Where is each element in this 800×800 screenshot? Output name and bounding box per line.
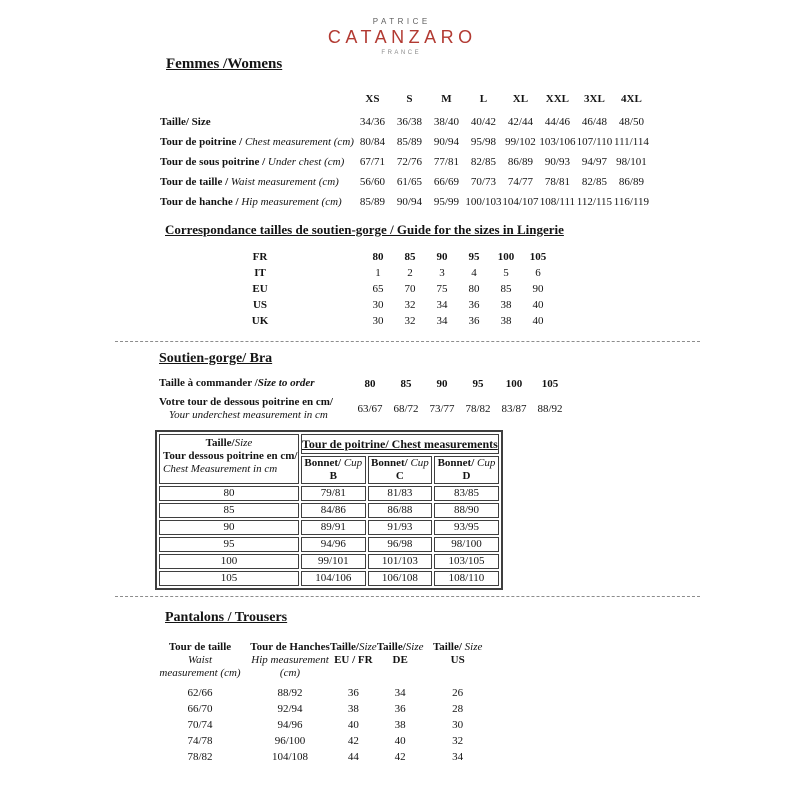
measurement-value: 61/65	[396, 176, 422, 188]
size-column-header: L	[479, 93, 488, 105]
bra-underchest-value: 88/92	[537, 403, 563, 415]
bra-measurement: 89/91	[301, 520, 366, 535]
lingerie-size-value: 85	[404, 251, 416, 263]
logo-france-text: FRANCE	[381, 50, 422, 56]
trousers-value: 88/92	[277, 687, 303, 699]
trousers-row	[150, 701, 492, 717]
lingerie-correspondence-table	[240, 249, 554, 329]
measurement-value: 82/85	[581, 176, 607, 188]
lingerie-size-value: 40	[532, 299, 544, 311]
measurement-value: 77/81	[433, 156, 459, 168]
bra-cup-table	[155, 430, 503, 590]
trousers-value: 96/100	[274, 735, 306, 747]
measurement-value: 74/77	[507, 176, 533, 188]
measurement-row	[160, 172, 650, 192]
lingerie-size-value: 5	[503, 267, 509, 279]
measurement-value: 86/89	[507, 156, 533, 168]
chest-measurements-header: Tour de poitrine/ Chest measurements	[301, 434, 499, 454]
size-column-header: XL	[512, 93, 529, 105]
lingerie-size-value: 80	[372, 251, 384, 263]
measurement-value: 111/114	[614, 136, 649, 148]
bra-band-size: 95	[159, 537, 299, 552]
lingerie-size-value: 100	[497, 251, 515, 263]
bra-measurement: 81/83	[368, 486, 433, 501]
bra-measurement: 94/96	[301, 537, 366, 552]
lingerie-size-value: 80	[468, 283, 480, 295]
lingerie-size-value: 6	[535, 267, 541, 279]
bra-measurement: 103/105	[434, 554, 499, 569]
bra-size-row	[159, 571, 499, 586]
bra-order-size: 95	[472, 377, 484, 390]
brand-logo	[0, 17, 800, 56]
trousers-column-header: Tour de taille Waist measurement (cm)	[159, 641, 241, 679]
lingerie-size-value: 3	[439, 267, 445, 279]
lingerie-size-value: 32	[404, 315, 416, 327]
measurement-value: 42/44	[507, 116, 533, 128]
measurement-value: 66/69	[433, 176, 459, 188]
spacer	[280, 297, 362, 313]
bra-underchest-value: 68/72	[393, 403, 419, 415]
trousers-value: 36	[394, 703, 406, 715]
bra-size-row	[159, 554, 499, 569]
lingerie-region-label: FR	[252, 251, 268, 263]
size-column-header: XS	[365, 93, 380, 105]
measurement-value: 40/42	[470, 116, 496, 128]
lingerie-size-value: 90	[532, 283, 544, 295]
lingerie-size-value: 1	[375, 267, 381, 279]
bra-measurement: 88/90	[434, 503, 499, 518]
bra-order-size: 100	[505, 377, 523, 390]
trousers-value: 92/94	[277, 703, 303, 715]
bra-underchest-label: Votre tour de dessous poitrine en cm/ Your underchest measurement in cm	[159, 396, 333, 421]
lingerie-size-value: 38	[500, 315, 512, 327]
bra-measurement: 79/81	[301, 486, 366, 501]
trousers-header-row	[150, 641, 492, 685]
trousers-value: 104/108	[271, 751, 309, 763]
measurement-value: 44/46	[544, 116, 570, 128]
measurement-value: 86/89	[618, 176, 644, 188]
section-separator	[115, 341, 700, 342]
lingerie-size-value: 30	[372, 315, 384, 327]
womens-size-table	[160, 86, 650, 212]
bra-size-row	[159, 537, 499, 552]
measurement-value: 34/36	[359, 116, 385, 128]
womens-header-row	[160, 86, 650, 112]
measurement-value: 38/40	[433, 116, 459, 128]
measurement-label: Tour de poitrine / Chest measurement (cm)	[160, 136, 354, 148]
measurement-value: 36/38	[396, 116, 422, 128]
trousers-value: 26	[452, 687, 464, 699]
spacer	[280, 265, 362, 281]
womens-section-heading: Femmes /Womens	[166, 56, 283, 72]
bra-table-header-row1	[159, 434, 499, 454]
trousers-value: 34	[394, 687, 406, 699]
lingerie-row	[240, 297, 554, 313]
lingerie-size-value: 38	[500, 299, 512, 311]
measurement-value: 100/103	[465, 196, 502, 208]
bra-band-size: 85	[159, 503, 299, 518]
lingerie-size-value: 32	[404, 299, 416, 311]
trousers-value: 62/66	[187, 687, 213, 699]
trousers-value: 66/70	[187, 703, 213, 715]
bra-measurement: 96/98	[368, 537, 433, 552]
lingerie-guide-heading: Correspondance tailles de soutien-gorge / Guide for the sizes in Lingerie	[165, 222, 564, 237]
trousers-value: 36	[347, 687, 359, 699]
trousers-column-header: Taille/Size EU / FR	[330, 641, 377, 666]
measurement-row	[160, 192, 650, 212]
bra-measurement: 98/100	[434, 537, 499, 552]
bra-order-label: Taille à commander /Size to order	[159, 377, 315, 389]
lingerie-size-value: 65	[372, 283, 384, 295]
trousers-value: 32	[452, 735, 464, 747]
measurement-value: 103/106	[539, 136, 576, 148]
lingerie-size-value: 30	[372, 299, 384, 311]
trousers-value: 42	[394, 751, 406, 763]
lingerie-size-value: 36	[468, 315, 480, 327]
bra-section-heading: Soutien-gorge/ Bra	[159, 351, 273, 366]
bra-measurement: 101/103	[368, 554, 433, 569]
measurement-value: 78/81	[544, 176, 570, 188]
lingerie-row	[240, 313, 554, 329]
trousers-value: 74/78	[187, 735, 213, 747]
bra-measurement: 86/88	[368, 503, 433, 518]
size-column-header: XXL	[545, 93, 570, 105]
measurement-label: Taille/ Size	[160, 116, 211, 128]
measurement-value: 56/60	[359, 176, 385, 188]
measurement-row	[160, 112, 650, 132]
bra-underchest-value: 83/87	[501, 403, 527, 415]
bra-order-size: 105	[541, 377, 559, 390]
bra-measurement: 91/93	[368, 520, 433, 535]
spacer	[280, 313, 362, 329]
measurement-value: 95/99	[433, 196, 459, 208]
lingerie-row	[240, 281, 554, 297]
measurement-value: 90/93	[544, 156, 570, 168]
lingerie-size-value: 85	[500, 283, 512, 295]
lingerie-size-value: 75	[436, 283, 448, 295]
spacer	[280, 281, 362, 297]
bra-band-size: 80	[159, 486, 299, 501]
measurement-value: 48/50	[618, 116, 644, 128]
bra-underchest-row	[159, 394, 568, 424]
bra-measurement: 106/108	[368, 571, 433, 586]
trousers-section-heading: Pantalons / Trousers	[165, 610, 288, 625]
bra-measurement: 84/86	[301, 503, 366, 518]
trousers-column-header: Taille/ Size US	[432, 641, 483, 666]
lingerie-size-value: 90	[436, 251, 448, 263]
bra-size-row	[159, 503, 499, 518]
trousers-value: 28	[452, 703, 464, 715]
measurement-value: 85/89	[396, 136, 422, 148]
measurement-row	[160, 152, 650, 172]
size-column-header: 4XL	[621, 93, 642, 105]
measurement-value: 107/110	[576, 136, 613, 148]
lingerie-region-label: UK	[251, 315, 269, 327]
lingerie-row	[240, 265, 554, 281]
bra-measurement: 83/85	[434, 486, 499, 501]
spacer	[280, 249, 362, 265]
measurement-value: 70/73	[470, 176, 496, 188]
measurement-value: 80/84	[359, 136, 385, 148]
measurement-label: Tour de sous poitrine / Under chest (cm)	[160, 156, 345, 168]
lingerie-size-value: 70	[404, 283, 416, 295]
measurement-value: 108/111	[539, 196, 576, 208]
trousers-column-header: Taille/Size DE	[376, 641, 424, 666]
measurement-value: 98/101	[616, 156, 647, 168]
lingerie-size-value: 2	[407, 267, 413, 279]
cup-header: Bonnet/ Cup C	[368, 456, 433, 484]
measurement-value: 85/89	[359, 196, 385, 208]
measurement-value: 90/94	[396, 196, 422, 208]
size-column-header: M	[441, 93, 452, 105]
trousers-value: 38	[394, 719, 406, 731]
measurement-value: 116/119	[613, 196, 650, 208]
lingerie-size-value: 36	[468, 299, 480, 311]
measurement-label: Tour de taille / Waist measurement (cm)	[160, 176, 339, 188]
trousers-value: 30	[452, 719, 464, 731]
lingerie-region-label: US	[252, 299, 268, 311]
trousers-column-header: Tour de Hanches Hip measurement (cm)	[250, 641, 330, 679]
measurement-value: 112/115	[576, 196, 613, 208]
bra-band-size: 90	[159, 520, 299, 535]
cup-header: Bonnet/ Cup B	[301, 456, 366, 484]
measurement-value: 90/94	[433, 136, 459, 148]
bra-measurement: 93/95	[434, 520, 499, 535]
bra-size-row	[159, 520, 499, 535]
trousers-value: 42	[347, 735, 359, 747]
measurement-value: 82/85	[470, 156, 496, 168]
lingerie-size-value: 95	[468, 251, 480, 263]
trousers-size-table	[150, 641, 492, 765]
corner-cell	[160, 86, 354, 112]
measurement-value: 95/98	[470, 136, 496, 148]
bra-order-size: 90	[436, 377, 448, 390]
measurement-value: 67/71	[359, 156, 385, 168]
logo-patrice-text: PATRICE	[372, 17, 431, 26]
bra-underchest-value: 78/82	[465, 403, 491, 415]
trousers-value: 44	[347, 751, 359, 763]
measurement-value: 99/102	[505, 136, 536, 148]
trousers-value: 40	[347, 719, 359, 731]
lingerie-size-value: 105	[529, 251, 547, 263]
trousers-value: 94/96	[277, 719, 303, 731]
measurement-row	[160, 132, 650, 152]
bra-order-row	[159, 373, 568, 394]
measurement-label: Tour de hanche / Hip measurement (cm)	[160, 196, 342, 208]
trousers-value: 78/82	[187, 751, 213, 763]
bra-measurement: 108/110	[434, 571, 499, 586]
trousers-value: 70/74	[187, 719, 213, 731]
measurement-value: 46/48	[581, 116, 607, 128]
bra-underchest-value: 73/77	[429, 403, 455, 415]
section-separator	[115, 596, 700, 597]
size-column-header: 3XL	[584, 93, 605, 105]
bra-measurement: 99/101	[301, 554, 366, 569]
logo-catanzaro-text: CATANZARO	[327, 27, 477, 47]
bra-table-corner: Taille/Size Tour dessous poitrine en cm/ Chest Measurement in cm	[159, 434, 299, 484]
lingerie-region-label: IT	[254, 267, 266, 279]
trousers-value: 38	[347, 703, 359, 715]
trousers-row	[150, 717, 492, 733]
bra-band-size: 100	[159, 554, 299, 569]
bra-order-size: 80	[364, 377, 376, 390]
bra-size-row	[159, 486, 499, 501]
trousers-row	[150, 749, 492, 765]
measurement-value: 72/76	[396, 156, 422, 168]
trousers-value: 40	[394, 735, 406, 747]
trousers-row	[150, 685, 492, 701]
trousers-row	[150, 733, 492, 749]
lingerie-size-value: 34	[436, 315, 448, 327]
lingerie-size-value: 34	[436, 299, 448, 311]
measurement-value: 94/97	[581, 156, 607, 168]
bra-measurement: 104/106	[301, 571, 366, 586]
bra-order-size: 85	[400, 377, 412, 390]
lingerie-size-value: 40	[532, 315, 544, 327]
bra-underchest-value: 63/67	[357, 403, 383, 415]
cup-header: Bonnet/ Cup D	[434, 456, 499, 484]
bra-band-size: 105	[159, 571, 299, 586]
measurement-value: 104/107	[502, 196, 539, 208]
size-column-header: S	[406, 93, 413, 105]
lingerie-region-label: EU	[252, 283, 268, 295]
trousers-value: 34	[452, 751, 464, 763]
bra-order-table	[159, 373, 568, 424]
lingerie-size-value: 4	[471, 267, 477, 279]
lingerie-row	[240, 249, 554, 265]
